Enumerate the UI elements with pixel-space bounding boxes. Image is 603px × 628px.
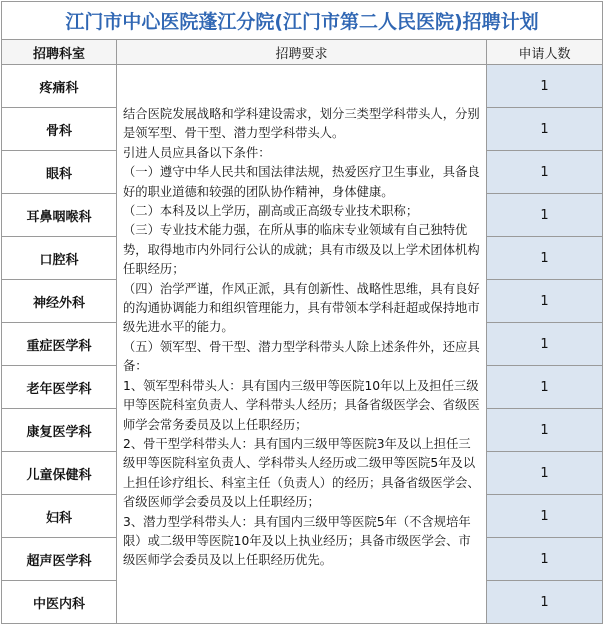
recruitment-table	[1, 1, 603, 624]
dept-cell: 妇科	[2, 495, 117, 538]
dept-cell: 老年医学科	[2, 366, 117, 409]
header-requirements: 招聘要求	[117, 40, 487, 65]
requirement-paragraph: 结合医院发展战略和学科建设需求，划分三类型学科带头人，分别是领军型、骨干型、潜力型学科带头人。	[123, 107, 480, 141]
dept-cell: 口腔科	[2, 237, 117, 280]
recruitment-plan	[1, 1, 602, 626]
dept-cell: 重症医学科	[2, 323, 117, 366]
requirement-paragraph: 引进人员应具备以下条件：	[123, 145, 271, 160]
count-cell: 1	[487, 366, 603, 409]
header-count: 申请人数	[487, 40, 603, 65]
requirement-paragraph: 2、骨干型学科带头人：具有国内三级甲等医院3年及以上担任三级甲等医院科室负责人、学科带头人经历或二级甲等医院5年及以上担任诊疗组长、科室主任（负责人）的经历；具备省级医学会、省级医师学会委员及以上任职经历；	[123, 436, 480, 510]
dept-cell: 耳鼻咽喉科	[2, 194, 117, 237]
dept-cell: 儿童保健科	[2, 452, 117, 495]
dept-cell: 眼科	[2, 151, 117, 194]
count-cell: 1	[487, 108, 603, 151]
count-cell: 1	[487, 194, 603, 237]
count-cell: 1	[487, 280, 603, 323]
table-body	[2, 65, 603, 624]
requirement-paragraph: （四）治学严谨，作风正派，具有创新性、战略性思维，具有良好的沟通协调能力和组织管理能力，具有带领本学科赶超或保持地市级先进水平的能力。	[123, 281, 480, 335]
dept-cell: 疼痛科	[2, 65, 117, 108]
table-title: 江门市中心医院蓬江分院(江门市第二人民医院)招聘计划	[2, 2, 603, 40]
dept-cell: 中医内科	[2, 581, 117, 624]
requirement-paragraph: （五）领军型、骨干型、潜力型学科带头人除上述条件外，还应具备：	[123, 339, 480, 374]
count-cell: 1	[487, 151, 603, 194]
dept-cell: 神经外科	[2, 280, 117, 323]
header-dept: 招聘科室	[2, 40, 117, 65]
count-cell: 1	[487, 323, 603, 366]
count-cell: 1	[487, 65, 603, 108]
dept-cell: 骨科	[2, 108, 117, 151]
count-cell: 1	[487, 237, 603, 280]
count-cell: 1	[487, 452, 603, 495]
requirement-paragraph: 3、潜力型学科带头人：具有国内三级甲等医院5年（不含规培年限）或二级甲等医院10年及以上执业经历；具备市级医学会、市级医师学会委员及以上任职经历优先。	[123, 514, 471, 568]
requirement-paragraph: （三）专业技术能力强，在所从事的临床专业领域有自己独特优势，取得地市内外同行公认的成就；具有市级及以上学术团体机构任职经历；	[123, 223, 480, 277]
count-cell: 1	[487, 581, 603, 624]
requirements-cell	[117, 65, 487, 624]
dept-cell: 超声医学科	[2, 538, 117, 581]
count-cell: 1	[487, 495, 603, 538]
requirement-paragraph: （二）本科及以上学历，副高或正高级专业技术职称；	[123, 204, 419, 219]
table-row	[2, 65, 603, 108]
requirement-paragraph: （一）遵守中华人民共和国法律法规，热爱医疗卫生事业，具备良好的职业道德和较强的团队协作精神，身体健康。	[123, 165, 480, 199]
requirement-paragraph: 1、领军型科带头人：具有国内三级甲等医院10年以上及担任三级甲等医院科室负责人、学科带头人经历；具备省级医学会、省级医师学会常务委员及以上任职经历；	[123, 378, 480, 432]
dept-cell: 康复医学科	[2, 409, 117, 452]
count-cell: 1	[487, 538, 603, 581]
count-cell: 1	[487, 409, 603, 452]
header-row	[2, 40, 603, 65]
